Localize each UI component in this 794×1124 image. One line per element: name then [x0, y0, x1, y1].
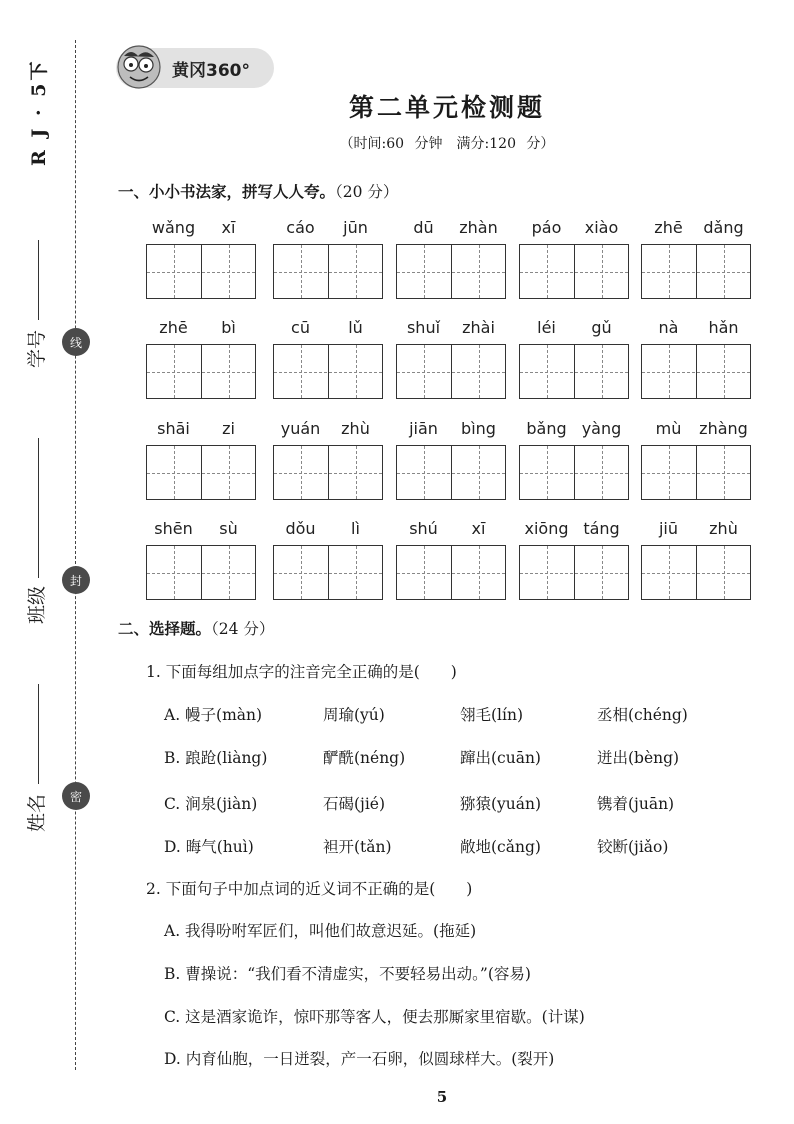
q1-option-b-1[interactable]: B. 踉跄(liàng)	[164, 749, 268, 767]
writing-box[interactable]	[146, 545, 256, 600]
pinyin-syllable: shú	[409, 519, 438, 538]
writing-box[interactable]	[519, 445, 629, 500]
q1-option-c-4: 镌着(juān)	[597, 795, 675, 813]
q1-option-a-3: 翎毛(lín)	[460, 706, 523, 724]
writing-box[interactable]	[396, 244, 506, 299]
grid-guide-line	[642, 272, 750, 273]
word-item	[146, 519, 256, 607]
grid-guide-line	[147, 372, 255, 373]
writing-box[interactable]	[641, 545, 751, 600]
word-item	[519, 218, 629, 306]
word-item	[519, 318, 629, 406]
grid-guide-line	[274, 473, 382, 474]
pinyin-syllable: jūn	[343, 218, 368, 237]
writing-box[interactable]	[641, 244, 751, 299]
student-id-field[interactable]	[22, 240, 50, 370]
word-item	[519, 519, 629, 607]
grid-guide-line	[274, 372, 382, 373]
grid-guide-line	[520, 272, 628, 273]
q1-option-b-3: 蹿出(cuān)	[460, 749, 541, 767]
word-item	[641, 519, 751, 607]
student-id-label: 学号	[26, 329, 48, 368]
grid-guide-line	[642, 573, 750, 574]
word-item	[396, 419, 506, 507]
grid-guide-line	[642, 372, 750, 373]
word-item	[273, 318, 383, 406]
question-1-stem: 1. 下面每组加点字的注音完全正确的是( )	[146, 663, 457, 681]
seal-seal-mark: 封	[62, 566, 90, 594]
grid-guide-line	[397, 473, 505, 474]
word-item	[396, 519, 506, 607]
q2-option-c[interactable]: C. 这是酒家诡诈，惊吓那等客人，便去那厮家里宿歇。(计谋)	[164, 1008, 585, 1026]
q1-option-a-2: 周瑜(yú)	[323, 706, 385, 724]
q2-option-a[interactable]: A. 我得吩咐军匠们，叫他们故意迟延。(拖延)	[164, 922, 477, 940]
seal-line-mark: 线	[62, 328, 90, 356]
grid-guide-line	[147, 473, 255, 474]
pinyin-syllable: sù	[219, 519, 238, 538]
pinyin-row	[146, 318, 754, 406]
pinyin-syllable: shāi	[157, 419, 190, 438]
pinyin-row	[146, 419, 754, 507]
word-item	[273, 218, 383, 306]
grid-guide-line	[397, 573, 505, 574]
pinyin-syllable: nà	[658, 318, 679, 337]
writing-box[interactable]	[273, 545, 383, 600]
word-item	[641, 318, 751, 406]
section-1-heading: 一、小小书法家，拼写人人夸。（20 分）	[118, 183, 399, 201]
seal-secret-mark: 密	[62, 782, 90, 810]
pinyin-syllable: léi	[537, 318, 556, 337]
pinyin-syllable: zhē	[159, 318, 188, 337]
pinyin-syllable: hǎn	[708, 318, 739, 337]
binding-margin	[0, 0, 100, 1124]
pinyin-syllable: cáo	[286, 218, 315, 237]
pinyin-syllable: jiān	[409, 419, 438, 438]
q1-option-a-4: 丞相(chéng)	[597, 706, 688, 724]
pinyin-syllable: dū	[413, 218, 434, 237]
q1-option-d-1[interactable]: D. 晦气(huì)	[164, 838, 254, 856]
writing-box[interactable]	[273, 445, 383, 500]
pinyin-syllable: bǎng	[526, 419, 567, 438]
pinyin-syllable: xī	[221, 218, 236, 237]
question-2-stem: 2. 下面句子中加点词的近义词不正确的是( )	[146, 880, 473, 898]
cut-line	[75, 40, 76, 1070]
pinyin-syllable: gǔ	[591, 318, 612, 337]
word-item	[396, 318, 506, 406]
name-field[interactable]	[22, 684, 50, 834]
grid-guide-line	[147, 272, 255, 273]
grid-guide-line	[274, 573, 382, 574]
pinyin-syllable: shuǐ	[406, 318, 441, 337]
writing-box[interactable]	[396, 344, 506, 399]
pinyin-syllable: dǎng	[703, 218, 744, 237]
q2-option-b[interactable]: B. 曹操说：“我们看不清虚实，不要轻易出动。”(容易)	[164, 965, 531, 983]
pinyin-syllable: shēn	[154, 519, 193, 538]
pinyin-syllable: yuán	[280, 419, 321, 438]
q2-option-d[interactable]: D. 内育仙胞，一日迸裂，产一石卵，似圆球样大。(裂开)	[164, 1050, 555, 1068]
writing-box[interactable]	[273, 344, 383, 399]
exam-info: （时间:60 分钟 满分:120 分）	[339, 136, 555, 152]
pinyin-syllable: zhàng	[699, 419, 748, 438]
pinyin-syllable: zhài	[462, 318, 495, 337]
pinyin-syllable: zhù	[709, 519, 738, 538]
q1-option-d-2: 袒开(tǎn)	[323, 838, 392, 856]
writing-box[interactable]	[396, 545, 506, 600]
q1-option-d-3: 敞地(cǎng)	[460, 838, 541, 856]
pinyin-syllable: xiōng	[524, 519, 569, 538]
q1-option-c-1[interactable]: C. 涧泉(jiàn)	[164, 795, 258, 813]
pinyin-syllable: wǎng	[151, 218, 196, 237]
writing-box[interactable]	[146, 244, 256, 299]
word-item	[641, 419, 751, 507]
grid-guide-line	[520, 372, 628, 373]
pinyin-syllable: dǒu	[285, 519, 316, 538]
writing-box[interactable]	[641, 445, 751, 500]
pinyin-syllable: zi	[222, 419, 235, 438]
pinyin-syllable: jiū	[658, 519, 679, 538]
pinyin-syllable: zhē	[654, 218, 683, 237]
word-item	[396, 218, 506, 306]
page-number: 5	[436, 1088, 448, 1106]
q1-option-b-2: 酽酰(néng)	[323, 749, 406, 767]
pinyin-syllable: bìng	[461, 419, 496, 438]
q1-option-d-4: 铰断(jiǎo)	[597, 838, 669, 856]
name-label: 姓名	[26, 793, 48, 832]
class-label: 班级	[26, 585, 48, 624]
edition-code: R J · 5下	[28, 58, 50, 166]
class-field[interactable]	[22, 438, 50, 628]
pinyin-syllable: táng	[583, 519, 620, 538]
grid-guide-line	[147, 573, 255, 574]
writing-box[interactable]	[273, 244, 383, 299]
grid-guide-line	[520, 573, 628, 574]
pinyin-syllable: páo	[531, 218, 562, 237]
grid-guide-line	[397, 372, 505, 373]
pinyin-syllable: xiào	[584, 218, 619, 237]
word-item	[146, 419, 256, 507]
q1-option-b-4: 迸出(bèng)	[597, 749, 680, 767]
pinyin-syllable: cū	[291, 318, 310, 337]
writing-box[interactable]	[519, 344, 629, 399]
pinyin-syllable: xī	[471, 519, 486, 538]
grid-guide-line	[520, 473, 628, 474]
word-item	[146, 318, 256, 406]
writing-box[interactable]	[146, 445, 256, 500]
grid-guide-line	[274, 272, 382, 273]
pinyin-row	[146, 519, 754, 607]
writing-box[interactable]	[396, 445, 506, 500]
writing-box[interactable]	[519, 244, 629, 299]
q1-option-c-2: 石碣(jié)	[323, 795, 386, 813]
writing-box[interactable]	[519, 545, 629, 600]
writing-box[interactable]	[641, 344, 751, 399]
page-title: 第二单元检测题	[348, 93, 545, 122]
writing-box[interactable]	[146, 344, 256, 399]
pinyin-syllable: lǔ	[348, 318, 363, 337]
section-2-heading: 二、选择题。（24 分）	[118, 620, 275, 638]
grid-guide-line	[397, 272, 505, 273]
pinyin-syllable: mù	[655, 419, 682, 438]
pinyin-syllable: yàng	[581, 419, 622, 438]
word-item	[519, 419, 629, 507]
pinyin-syllable: bì	[221, 318, 236, 337]
pinyin-row	[146, 218, 754, 306]
student-id-line[interactable]	[38, 240, 39, 320]
series-badge	[116, 48, 274, 88]
class-line[interactable]	[38, 438, 39, 578]
word-item	[146, 218, 256, 306]
q1-option-a-1[interactable]: A. 幔子(màn)	[164, 706, 263, 724]
word-item	[273, 519, 383, 607]
word-item	[641, 218, 751, 306]
mascot-icon	[116, 44, 162, 90]
grid-guide-line	[642, 473, 750, 474]
name-line[interactable]	[38, 684, 39, 784]
q1-option-c-3: 猕猿(yuán)	[460, 795, 542, 813]
pinyin-syllable: zhàn	[459, 218, 498, 237]
pinyin-syllable: zhù	[341, 419, 370, 438]
word-item	[273, 419, 383, 507]
pinyin-syllable: lì	[351, 519, 360, 538]
series-badge-text: 黄冈360°	[172, 61, 250, 81]
